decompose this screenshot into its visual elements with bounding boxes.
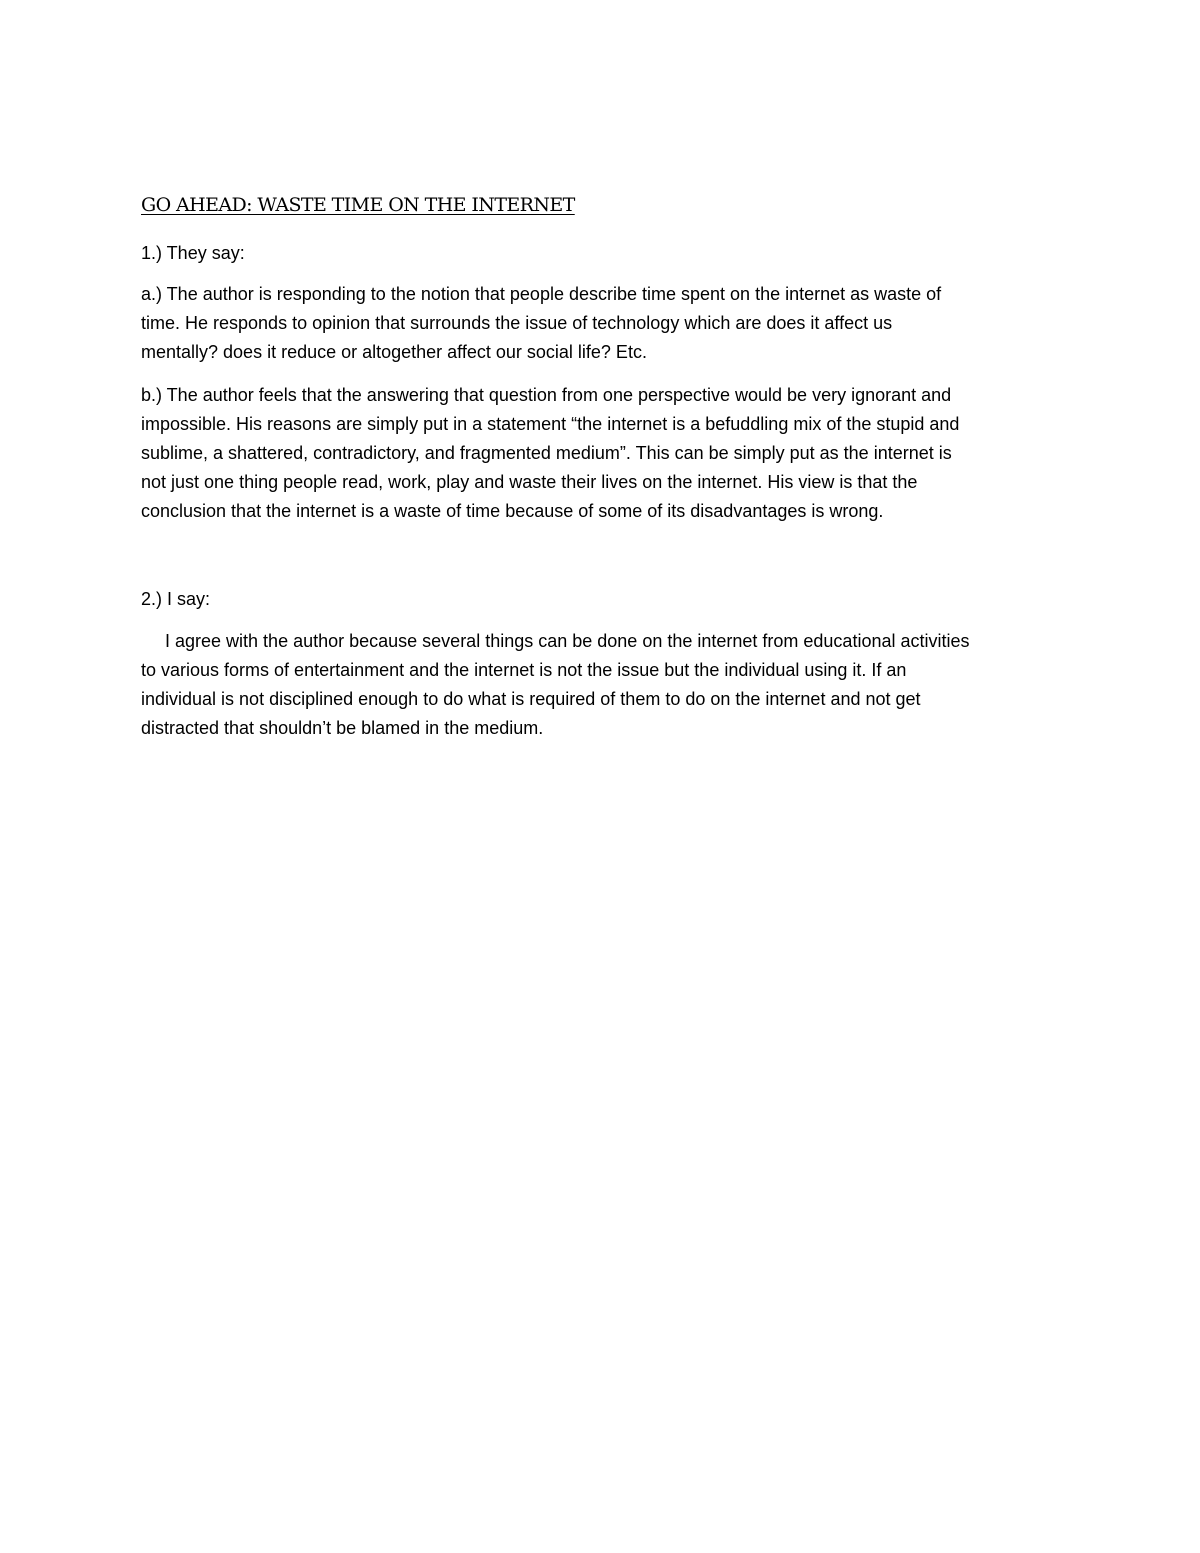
paragraph-c-line: I agree with the author because several things can be done on the internet from educational activities xyxy=(165,631,970,651)
paragraph-c-line: distracted that shouldn’t be blamed in the medium. xyxy=(141,718,544,738)
paragraph-c-line: to various forms of entertainment and the internet is not the issue but the individual using it. If an xyxy=(141,660,907,680)
paragraph-b-line: not just one thing people read, work, play and waste their lives on the internet. His view is that the xyxy=(141,472,918,492)
paragraph-b xyxy=(141,381,1061,526)
paragraph-a-line: a.) The author is responding to the notion that people describe time spent on the internet as waste of xyxy=(141,284,942,304)
paragraph-b-line: sublime, a shattered, contradictory, and fragmented medium”. This can be simply put as the internet is xyxy=(141,443,952,463)
section-1-label: 1.) They say: xyxy=(141,243,245,263)
paragraph-a xyxy=(141,280,1061,367)
paragraph-c-line: individual is not disciplined enough to do what is required of them to do on the internet and not get xyxy=(141,689,921,709)
paragraph-b-line: conclusion that the internet is a waste of time because of some of its disadvantages is wrong. xyxy=(141,501,884,521)
paragraph-b-line: b.) The author feels that the answering that question from one perspective would be very ignorant and xyxy=(141,385,952,405)
document-title: GO AHEAD: WASTE TIME ON THE INTERNET xyxy=(141,194,575,216)
section-2-label: 2.) I say: xyxy=(141,589,211,609)
paragraph-a-line: time. He responds to opinion that surrounds the issue of technology which are does it affect us xyxy=(141,313,893,333)
paragraph-a-line: mentally? does it reduce or altogether affect our social life? Etc. xyxy=(141,342,647,362)
paragraph-b-line: impossible. His reasons are simply put in a statement “the internet is a befuddling mix of the stupid and xyxy=(141,414,960,434)
paragraph-c xyxy=(141,627,1061,743)
